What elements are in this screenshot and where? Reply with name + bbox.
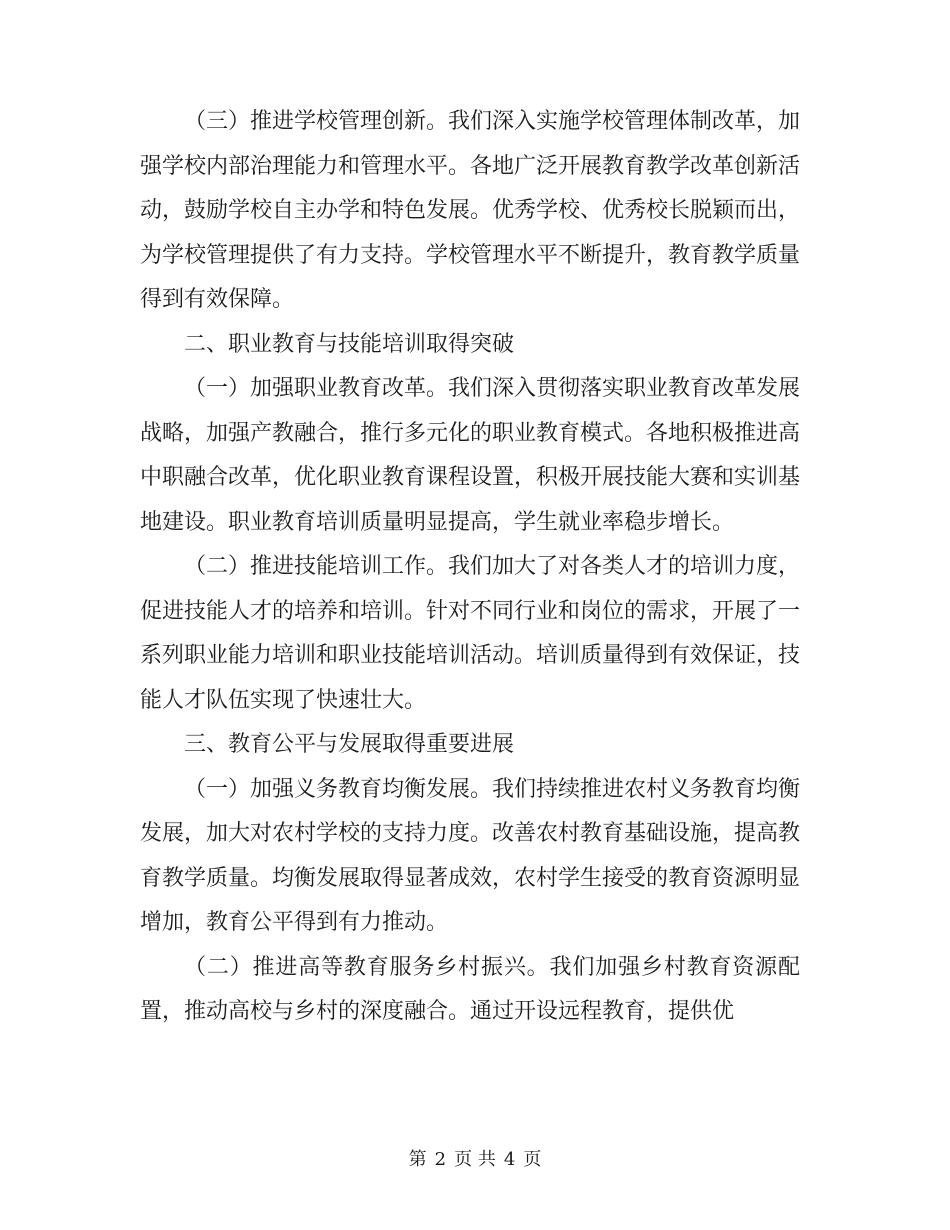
section-heading-vocational: 二、职业教育与技能培训取得突破 <box>184 331 515 357</box>
paragraph-rural-revitalization: （二）推进高等教育服务乡村振兴。我们加强乡村教育资源配置，推动高校与乡村的深度融合。通过开设远程教育，提供优 <box>140 954 800 1024</box>
footer-middle: 页 共 <box>454 1149 496 1170</box>
document-body <box>140 100 800 1035</box>
paragraph-school-management: （三）推进学校管理创新。我们深入实施学校管理体制改革，加强学校内部治理能力和管理水平。各地广泛开展教育教学改革创新活动，鼓励学校自主办学和特色发展。优秀学校、优秀校长脱颖而出，为学校管理提供了有力支持。学校管理水平不断提升，教育教学质量得到有效保障。 <box>140 109 801 312</box>
footer-total-pages: 4 <box>503 1149 516 1170</box>
paragraph-vocational-reform: （一）加强职业教育改革。我们深入贯彻落实职业教育改革发展战略，加强产教融合，推行多元化的职业教育模式。各地积极推进高中职融合改革，优化职业教育课程设置，积极开展技能大赛和实训基地建设。职业教育培训质量明显提高，学生就业率稳步增长。 <box>140 376 801 535</box>
footer-suffix: 页 <box>523 1149 542 1170</box>
footer-prefix: 第 <box>408 1149 427 1170</box>
footer-current-page: 2 <box>434 1149 447 1170</box>
paragraph-compulsory-education: （一）加强义务教育均衡发展。我们持续推进农村义务教育均衡发展，加大对农村学校的支持力度。改善农村教育基础设施，提高教育教学质量。均衡发展取得显著成效，农村学生接受的教育资源明显增加，教育公平得到有力推动。 <box>140 776 801 935</box>
page-footer <box>0 1148 950 1172</box>
section-heading-equity: 三、教育公平与发展取得重要进展 <box>184 732 515 757</box>
paragraph-skills-training: （二）推进技能培训工作。我们加大了对各类人才的培训力度，促进技能人才的培养和培训。针对不同行业和岗位的需求，开展了一系列职业能力培训和职业技能培训活动。培训质量得到有效保证，技能人才队伍实现了快速壮大。 <box>140 554 801 713</box>
